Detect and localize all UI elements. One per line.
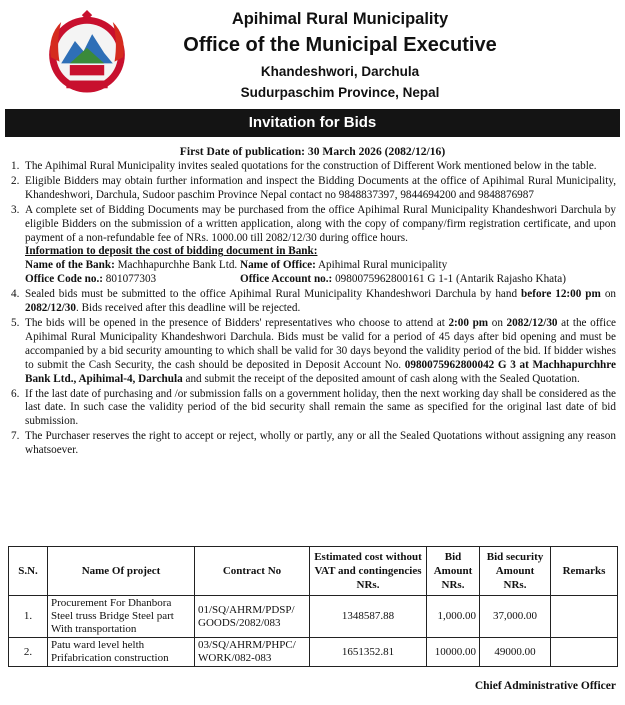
notice-body — [8, 160, 616, 459]
table-cell: 49000.00 — [480, 638, 551, 667]
bid-table — [8, 546, 618, 667]
office-account-value: 0980075962800161 G 1-1 (Antarik Rajasho Khata) — [332, 273, 566, 286]
bank-name-label: Name of the Bank: — [25, 259, 115, 272]
item-text: at the office Apihimal Rural Municipality Khandeshwori Darchula. Bids must be valid for a period of 45 days after bid opening and must be accompanied by a bid security amounting to which shall be valid for 30 days beyond the validity period of the bid. If bidder wishes to submit the Cash Security, the cash should be deposited in Deposit Account No. — [25, 316, 617, 371]
deadline-time: before 12:00 pm — [521, 288, 601, 301]
item-number: 5. — [11, 316, 20, 329]
table-cell: 1. — [9, 596, 48, 638]
list-item — [8, 204, 616, 287]
office-location: Khandeshwori, Darchula — [260, 64, 420, 79]
item-text: A complete set of Bidding Documents may be purchased from the office Apihimal Rural Municipality Khandeshwori Darchula by eligible Bidders on the submission of a written application, along with the copy of company/firm registration certificate, and upon payment of a non-refundable fee of NRs. 1000.00 till 2082/12/30 during office hours. — [25, 203, 616, 244]
opening-time: 2:00 pm — [448, 316, 489, 329]
list-item — [8, 430, 616, 458]
column-header: Estimated cost without VAT and contingencies NRs. — [310, 547, 427, 596]
table-cell: 1,000.00 — [427, 596, 480, 638]
deposit-account: 0980075962800042 G 3 at Machhapurchhre Bank Ltd., Apihimal-4, Darchula — [25, 358, 616, 385]
bank-name-value: Machhapurchhe Bank Ltd. — [114, 259, 238, 272]
table-cell: Patu ward level helth Prifabrication construction — [48, 638, 195, 667]
column-header: S.N. — [9, 547, 48, 596]
table-cell: 03/SQ/AHRM/PHPC/ WORK/082-083 — [195, 638, 310, 667]
table-cell: 37,000.00 — [480, 596, 551, 638]
column-header: Name Of project — [48, 547, 195, 596]
office-code-value: 801077303 — [103, 273, 157, 286]
item-text: The Purchaser reserves the right to accept or reject, wholly or partly, any or all the Sealed Quotations without assigning any reason whatsoever. — [25, 430, 616, 457]
bank-info-row — [25, 273, 616, 287]
item-number: 4. — [11, 288, 20, 301]
item-text: The Apihimal Rural Municipality invites sealed quotations for the construction of Different Work mentioned below in the table. — [25, 160, 597, 172]
column-header: Bid security Amount NRs. — [480, 547, 551, 596]
office-province: Sudurpaschim Province, Nepal — [240, 85, 440, 100]
table-cell: 1348587.88 — [310, 596, 427, 638]
column-header: Remarks — [551, 547, 618, 596]
item-number: 2. — [11, 174, 20, 187]
item-text: The bids will be opened in the presence of Bidders' representatives who choose to attend at — [25, 316, 449, 329]
item-number: 1. — [11, 160, 20, 172]
item-text: on — [600, 288, 617, 301]
opening-date: 2082/12/30 — [506, 316, 558, 329]
table-cell: 01/SQ/AHRM/PDSP/ GOODS/2082/083 — [195, 596, 310, 638]
letterhead — [0, 0, 625, 108]
bank-info-row — [25, 259, 616, 273]
table-row — [9, 596, 618, 638]
office-name-label: Name of Office: — [240, 259, 316, 272]
item-number: 3. — [11, 203, 20, 216]
municipality-name: Apihimal Rural Municipality — [231, 10, 449, 28]
column-header: Bid Amount NRs. — [427, 547, 480, 596]
list-item — [8, 388, 616, 430]
item-number: 6. — [11, 387, 20, 400]
column-header: Contract No — [195, 547, 310, 596]
item-text: . Bids received after this deadline will be rejected. — [75, 302, 301, 315]
signatory-title: Chief Administrative Officer — [474, 680, 616, 692]
bank-info-heading: Information to deposit the cost of bidding document in Bank: — [25, 245, 318, 258]
table-cell: 2. — [9, 638, 48, 667]
item-number: 7. — [11, 430, 20, 443]
item-text: Eligible Bidders may obtain further information and inspect the Bidding Documents at the office of Apihimal Rural Municipality, Khandeshwori, Darchula, Sudoor paschim Province Nepal contact no 9848837397, 9844694200 and 9848876987 — [25, 174, 616, 201]
notice-title: Invitation for Bids — [5, 109, 620, 137]
deadline-date: 2082/12/30 — [25, 302, 76, 315]
item-text: If the last date of purchasing and /or submission falls on a government holiday, then the next working day shall be considered as the last date. In such case the validity period of the bid security shall remain the same as specified for the original last date of bid submission. — [25, 387, 616, 428]
office-name-value: Apihimal Rural municipality — [315, 259, 448, 272]
list-item — [8, 160, 616, 174]
item-text: and submit the receipt of the deposited amount of cash along with the Sealed Quotation. — [182, 372, 580, 385]
list-item — [8, 317, 616, 387]
table-cell — [551, 596, 618, 638]
office-account-label: Office Account no.: — [240, 273, 333, 286]
item-text: Sealed bids must be submitted to the office Apihimal Rural Municipality Khandeshwori Darchula by hand — [25, 288, 522, 301]
list-item — [8, 288, 616, 316]
table-header-row — [9, 547, 618, 596]
table-cell: 1651352.81 — [310, 638, 427, 667]
office-name: Office of the Municipal Executive — [183, 34, 497, 56]
table-cell: 10000.00 — [427, 638, 480, 667]
table-cell — [551, 638, 618, 667]
list-item — [8, 175, 616, 203]
item-text: on — [488, 316, 507, 329]
nepal-emblem-icon — [44, 10, 130, 96]
publication-date: First Date of publication: 30 March 2026 (2082/12/16) — [179, 145, 446, 158]
office-code-label: Office Code no.: — [25, 273, 103, 286]
table-cell: Procurement For Dhanbora Steel truss Bridge Steel part With transportation — [48, 596, 195, 638]
table-row — [9, 638, 618, 667]
